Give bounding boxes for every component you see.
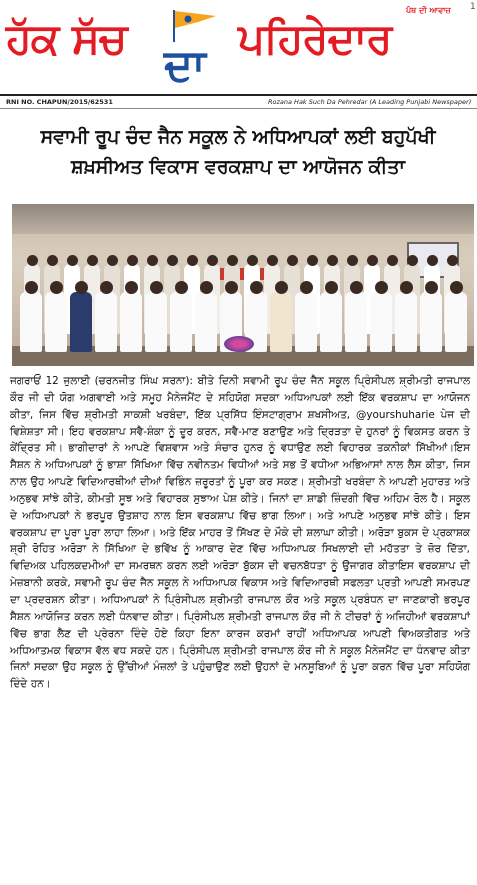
article-body: ਜਗਰਾਓਂ 12 ਜੁਲਾਈ (ਚਰਨਜੀਤ ਸਿੰਘ ਸਰਨਾ): ਬੀਤੇ ਦਿਨੀ ਸਵਾਮੀ ਰੂਪ ਚੰਦ ਜੈਨ ਸਕੂਲ ਪ੍ਰਿੰਸੀਪਲ ਸ਼੍ਰੀਮਤੀ ਰਾਜਪਾਲ ਕੌਰ ਜੀ ਦੀ ਯੋਗ ਅਗਵਾਈ ਅਤੇ ਸਮੂਹ ਮੈਨੇਜਮੈਂਟ ਦੇ ਸਹਿਯੋਗ ਸਦਕਾ ਅਧਿਆਪਕਾਂ ਲਈ ਇੱਕ ਵਰਕਸ਼ਾਪ ਦਾ ਆਯੋਜਨ ਕੀਤਾ, ਜਿਸ ਵਿੱਚ ਸ਼੍ਰੀਮਤੀ ਸਾਕਸ਼ੀ ਖਰਬੰਦਾ, ਇੱਕ ਪ੍ਰਸਿੱਧ ਇੰਸਟਾਗ੍ਰਾਮ ਸ਼ਖਸੀਅਤ, @yourshuharie ਪੇਜ ਦੀ ਵਿਸ਼ੇਸ਼ਤਾ ਸੀ। ਇਹ ਵਰਕਸ਼ਾਪ ਸਵੈ-ਸ਼ੰਕਾ ਨੂੰ ਦੂਰ ਕਰਨ, ਸਵੈ-ਮਾਣ ਬਣਾਉਣ ਅਤੇ ਦ੍ਰਿੜਤਾ ਦੇ ਹੁਨਰਾਂ ਨੂੰ ਵਿਕਸਤ ਕਰਨ ਤੇ ਕੇਂਦ੍ਰਿਤ ਸੀ। ਭਾਗੀਦਾਰਾਂ ਨੇ ਆਪਣੇ ਵਿਸ਼ਵਾਸ ਅਤੇ ਸੰਚਾਰ ਹੁਨਰ ਨੂੰ ਵਧਾਉਣ ਲਈ ਵਿਹਾਰਕ ਤਕਨੀਕਾਂ ਸਿੱਖੀਆਂ।ਇਸ ਸੈਸ਼ਨ ਨੇ ਅਧਿਆਪਕਾਂ ਨੂੰ ਭਾਸ਼ਾ ਸਿੱਖਿਆ ਵਿੱਚ ਨਵੀਨਤਮ ਵਿਧੀਆਂ ਅਤੇ ਸਭ ਤੋਂ ਵਧੀਆ ਅਭਿਆਸਾਂ ਨਾਲ ਲੈਸ ਕੀਤਾ, ਜਿਸ ਨਾਲ ਉਹ ਆਪਣੇ ਵਿਦਿਆਰਥੀਆਂ ਦੀਆਂ ਵਿਭਿੰਨ ਜ਼ਰੂਰਤਾਂ ਨੂੰ ਪੂਰਾ ਕਰ ਸਕਣ। ਸ਼੍ਰੀਮਤੀ ਖਰਬੰਦਾ ਨੇ ਆਪਣੀ ਮੁਹਾਰਤ ਅਤੇ ਅਨੁਭਵ ਸਾਂਝੇ ਕੀਤੇ, ਕੀਮਤੀ ਸੂਝ ਅਤੇ ਵਿਹਾਰਕ ਸੁਝਾਅ ਪੇਸ਼ ਕੀਤੇ। ਜਿਨਾਂ ਦਾ ਸ਼ਾਡੀ ਜ਼ਿੰਦਗੀ ਵਿੱਚ ਅਹਿਮ ਰੋਲ ਹੈ। ਸਕੂਲ ਦੇ ਅਧਿਆਪਕਾਂ ਨੇ ਭਰਪੂਰ ਉਤਸ਼ਾਹ ਨਾਲ ਇਸ ਵਰਕਸ਼ਾਪ ਵਿੱਚ ਭਾਗ ਲਿਆ। ਅਤੇ ਆਪਣੇ ਅਨੁਭਵ ਸਾਂਝੇ ਕੀਤੇ। ਇਸ ਵਰਕਸ਼ਾਪ ਦਾ ਪੂਰਾ ਪੂਰਾ ਲਾਹਾ ਲਿਆ। ਅਤੇ ਇੱਕ ਮਾਹਰ ਤੋਂ ਸਿੱਖਣ ਦੇ ਮੌਕੇ ਦੀ ਸ਼ਲਾਘਾ ਕੀਤੀ। ਅਰੋੜਾ ਬੁਕਸ ਦੇ ਪ੍ਰਕਾਸ਼ਕ ਸ਼੍ਰੀ ਰੋਹਿਤ ਅਰੋੜਾ ਨੇ ਸਿੱਖਿਆ ਦੇ ਭਵਿੱਖ ਨੂੰ ਆਕਾਰ ਦੇਣ ਵਿੱਚ ਅਧਿਆਪਕ ਸਿਖਲਾਈ ਦੀ ਮਹੱਤਤਾ ਤੇ ਜ਼ੋਰ ਦਿੱਤਾ, ਵਿਦਿਅਕ ਪਹਿਲਕਦਮੀਆਂ ਦਾ ਸਮਰਥਨ ਕਰਨ ਲਈ ਅਰੋੜਾ ਬੁੱਕਸ ਦੀ ਵਚਨਬੱਧਤਾ ਨੂੰ ਉਜਾਗਰ ਕੀਤਾਇਸ ਵਰਕਸ਼ਾਪ ਦੀ ਮੇਜ਼ਬਾਨੀ ਕਰਕੇ, ਸਵਾਮੀ ਰੂਪ ਚੰਦ ਜੈਨ ਸਕੂਲ ਨੇ ਅਧਿਆਪਕ ਵਿਕਾਸ ਅਤੇ ਵਿਦਿਆਰਥੀ ਸਫਲਤਾ ਪ੍ਰਤੀ ਆਪਣੀ ਸਮਰਪਣ ਦਾ ਪ੍ਰਦਰਸ਼ਨ ਕੀਤਾ। ਅਧਿਆਪਕਾਂ ਨੇ ਪ੍ਰਿੰਸੀਪਲ ਸ਼੍ਰੀਮਤੀ ਰਾਜਪਾਲ ਕੌਰ ਅਤੇ ਸਕੂਲ ਪ੍ਰਬੰਧਨ ਦਾ ਜਾਣਕਾਰੀ ਭਰਪੂਰ ਸੈਸ਼ਨ ਆਯੋਜਿਤ ਕਰਨ ਲਈ ਧੰਨਵਾਦ ਕੀਤਾ। ਪ੍ਰਿੰਸੀਪਲ ਸ਼੍ਰੀਮਤੀ ਰਾਜਪਾਲ ਕੌਰ ਜੀ ਨੇ ਟੀਚਰਾਂ ਨੂੰ ਅਜਿਹੀਆਂ ਵਰਕਸ਼ਾਪਾਂ ਵਿੱਚ ਭਾਗ ਲੈਣ ਦੀ ਪ੍ਰੇਰਨਾ ਦਿੰਦੇ ਹੋਏ ਕਿਹਾ ਇਨਾ ਕਾਰਜ ਕਰਮਾਂ ਰਾਹੀਂ ਅਧਿਆਪਕ ਆਪਣੀ ਵਿਅਕਤੀਗਤ ਅਤੇ ਅਧਿਆਤਮਕ ਵਿਕਾਸ ਵੱਲ ਵਧ ਸਕਦੇ ਹਨ। ਪ੍ਰਿੰਸੀਪਲ ਸ਼੍ਰੀਮਤੀ ਰਾਜਪਾਲ ਕੌਰ ਜੀ ਨੇ ਸਕੂਲ ਮੈਨੇਜਮੈਂਟ ਦਾ ਧੰਨਵਾਦ ਕੀਤਾ ਜਿਨਾਂ ਸਦਕਾ ਉਹ ਸਕੂਲ ਨੂੰ ਉੱਚੀਆਂ ਮੰਜ਼ਲਾਂ ਤੇ ਪਹੁੰਚਾਉਣ ਲਈ ਉਹਨਾਂ ਦੇ ਮਨਸੂਬਿਆਂ ਨੂੰ ਪੂਰਾ ਕਰਨ ਵਿੱਚ ਪੂਰਾ ਸਹਿਯੋਗ ਦਿੰਦੇ ਹਨ। [10,375,470,691]
photo-person [45,292,67,352]
photo-person-head [307,255,318,266]
photo-person-head [267,255,278,266]
photo-person [295,292,317,352]
photo-person-head [325,281,338,294]
photo-person [145,292,167,352]
photo-person-head [207,255,218,266]
photo-person-head [450,281,463,294]
photo-person-head [425,281,438,294]
photo-person-head [50,281,63,294]
masthead-rule [0,94,477,96]
photo-person-head [100,281,113,294]
photo-person-head [427,255,438,266]
photo-person-head [150,281,163,294]
photo-person-head [200,281,213,294]
photo-person [195,292,217,352]
photo-person-head [250,281,263,294]
photo-person-head [275,281,288,294]
article-photo [12,204,474,366]
photo-person-head [407,255,418,266]
photo-person-head [47,255,58,266]
photo-person [345,292,367,352]
photo-person-head [400,281,413,294]
headline-line-1: ਸਵਾਮੀ ਰੂਪ ਚੰਦ ਜੈਨ ਸਕੂਲ ਨੇ ਅਧਿਆਪਕਾਂ ਲਈ ਬਹੁਪੱਖੀ [40,126,436,148]
photo-person [20,292,42,352]
photo-person [120,292,142,352]
photo-person [395,292,417,352]
paper-description: Rozana Hak Such Da Pehredar (A Leading Punjabi Newspaper) [268,98,472,106]
photo-person-head [75,281,88,294]
photo-person-head [175,281,188,294]
photo-person [420,292,442,352]
photo-person-head [347,255,358,266]
photo-person-head [187,255,198,266]
photo-person-head [247,255,258,266]
photo-person [70,292,92,352]
photo-person-head [367,255,378,266]
photo-person-head [27,255,38,266]
photo-flowers [224,336,254,352]
photo-person-head [287,255,298,266]
photo-person-head [375,281,388,294]
headline-line-2: ਸ਼ਖ਼ਸੀਅਤ ਵਿਕਾਸ ਵਰਕਸ਼ਾਪ ਦਾ ਆਯੋਜਨ ਕੀਤਾ [71,156,405,178]
photo-person-head [225,281,238,294]
photo-person [170,292,192,352]
photo-ceiling [12,204,474,234]
photo-person-head [87,255,98,266]
khanda-flag-icon [168,8,220,42]
photo-person-head [107,255,118,266]
photo-person [270,292,292,352]
photo-person-head [127,255,138,266]
photo-person-head [227,255,238,266]
photo-person-head [147,255,158,266]
photo-person-head [167,255,178,266]
rni-number: RNI NO. CHAPUN/2015/62531 [6,98,113,106]
photo-person-head [300,281,313,294]
photo-person-head [387,255,398,266]
photo-person [95,292,117,352]
photo-person-head [67,255,78,266]
article-headline [8,122,468,182]
photo-person [445,292,467,352]
photo-person [370,292,392,352]
masthead-tagline: ਪੰਥ ਦੀ ਆਵਾਜ਼ [406,6,451,15]
masthead-title-right: ਪਹਿਰੇਦਾਰ [238,14,392,63]
photo-person-head [350,281,363,294]
masthead-title-middle: ਦਾ [164,40,206,91]
photo-person [320,292,342,352]
edge-mark: 1 [470,2,476,12]
photo-person-head [327,255,338,266]
photo-person-head [25,281,38,294]
photo-person-head [447,255,458,266]
photo-person-head [125,281,138,294]
masthead-title-left: ਹੱਕ ਸੱਚ [6,14,127,63]
masthead [0,0,477,106]
subheader-rule [0,108,477,109]
